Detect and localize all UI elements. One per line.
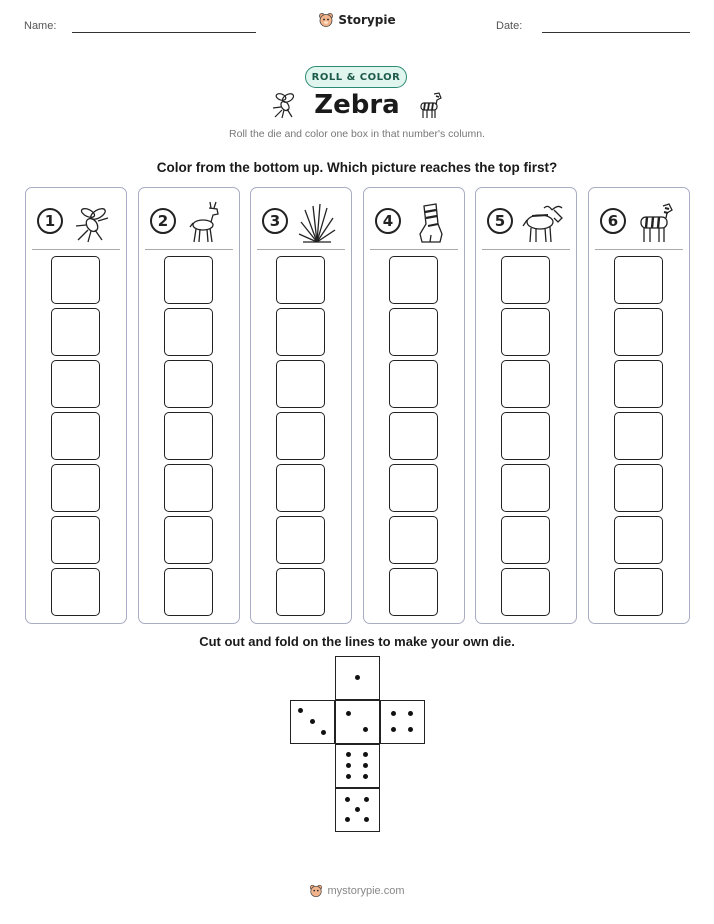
- bear-logo-icon: [309, 884, 323, 898]
- color-box[interactable]: [614, 464, 663, 512]
- color-box[interactable]: [276, 516, 325, 564]
- color-box[interactable]: [389, 412, 438, 460]
- brand-name: Storypie: [338, 13, 396, 27]
- die-pip: [345, 817, 350, 822]
- die-pip: [408, 711, 413, 716]
- column-6: [588, 187, 690, 624]
- footer: [0, 884, 714, 898]
- die-pip: [363, 774, 368, 779]
- color-box[interactable]: [164, 308, 213, 356]
- color-box[interactable]: [501, 360, 550, 408]
- color-box[interactable]: [501, 568, 550, 616]
- die-face-3: [290, 700, 335, 744]
- color-box[interactable]: [389, 464, 438, 512]
- column-header: [370, 200, 458, 250]
- subtitle: Roll the die and color one box in that number's column.: [229, 128, 485, 140]
- category-badge: ROLL & COLOR: [305, 66, 407, 88]
- die-pip: [298, 708, 303, 713]
- color-box[interactable]: [501, 412, 550, 460]
- die-face-6: [335, 744, 380, 788]
- column-5: [475, 187, 577, 624]
- column-number: 3: [262, 208, 288, 234]
- column-header: [482, 200, 570, 250]
- die-pip: [391, 711, 396, 716]
- color-box[interactable]: [276, 464, 325, 512]
- cut-instruction: Cut out and fold on the lines to make your own die.: [199, 634, 515, 649]
- column-4: [363, 187, 465, 624]
- die-pip: [346, 711, 351, 716]
- die-face-2: [335, 700, 380, 744]
- date-line[interactable]: [542, 32, 690, 33]
- color-box[interactable]: [614, 308, 663, 356]
- bear-logo-icon: [318, 12, 334, 28]
- die-pip: [364, 817, 369, 822]
- die-face-1: [335, 656, 380, 700]
- color-box[interactable]: [51, 464, 100, 512]
- column-number: 4: [375, 208, 401, 234]
- color-box[interactable]: [501, 516, 550, 564]
- color-box[interactable]: [614, 360, 663, 408]
- color-box[interactable]: [614, 256, 663, 304]
- die-pip: [346, 774, 351, 779]
- column-header: [145, 200, 233, 250]
- color-box[interactable]: [51, 360, 100, 408]
- column-number: 1: [37, 208, 63, 234]
- die-pip: [346, 763, 351, 768]
- color-box[interactable]: [164, 516, 213, 564]
- color-box[interactable]: [276, 256, 325, 304]
- column-number: 5: [487, 208, 513, 234]
- color-box[interactable]: [389, 308, 438, 356]
- die-pip: [408, 727, 413, 732]
- column-number: 2: [150, 208, 176, 234]
- mosquito-icon: [270, 90, 300, 120]
- color-box[interactable]: [51, 568, 100, 616]
- color-box[interactable]: [614, 516, 663, 564]
- color-box[interactable]: [389, 360, 438, 408]
- column-3: [250, 187, 352, 624]
- die-pip: [363, 727, 368, 732]
- wildebeest-icon: [518, 200, 566, 244]
- color-box[interactable]: [276, 568, 325, 616]
- die-pip: [363, 752, 368, 757]
- hoof-icon: [406, 200, 454, 244]
- title-row: [0, 90, 714, 120]
- grass-icon: [293, 200, 341, 244]
- name-line[interactable]: [72, 32, 256, 33]
- column-1: [25, 187, 127, 624]
- die-pip: [391, 727, 396, 732]
- footer-url: mystorypie.com: [327, 885, 405, 897]
- color-box[interactable]: [164, 412, 213, 460]
- die-face-4: [380, 700, 425, 744]
- page-title: Zebra: [314, 90, 400, 120]
- name-label: Name:: [24, 20, 57, 32]
- die-pip: [355, 675, 360, 680]
- die-pip: [363, 763, 368, 768]
- color-box[interactable]: [501, 308, 550, 356]
- color-box[interactable]: [51, 412, 100, 460]
- color-box[interactable]: [389, 568, 438, 616]
- color-box[interactable]: [164, 360, 213, 408]
- die-pip: [321, 730, 326, 735]
- zebra-icon: [631, 200, 679, 244]
- color-box[interactable]: [164, 256, 213, 304]
- color-box[interactable]: [614, 568, 663, 616]
- die-pip: [310, 719, 315, 724]
- color-box[interactable]: [501, 256, 550, 304]
- die-pip: [346, 752, 351, 757]
- column-header: [32, 200, 120, 250]
- color-box[interactable]: [276, 308, 325, 356]
- column-header: [257, 200, 345, 250]
- color-box[interactable]: [389, 256, 438, 304]
- color-box[interactable]: [276, 360, 325, 408]
- instruction: Color from the bottom up. Which picture reaches the top first?: [156, 160, 558, 175]
- gazelle-icon: [181, 200, 229, 244]
- color-box[interactable]: [51, 516, 100, 564]
- color-box[interactable]: [501, 464, 550, 512]
- die-pip: [355, 807, 360, 812]
- mosquito-icon: [68, 200, 116, 244]
- zebra-icon: [414, 90, 444, 120]
- column-2: [138, 187, 240, 624]
- date-label: Date:: [496, 20, 523, 32]
- color-box[interactable]: [51, 256, 100, 304]
- die-pip: [364, 797, 369, 802]
- column-header: [595, 200, 683, 250]
- column-number: 6: [600, 208, 626, 234]
- color-box[interactable]: [389, 516, 438, 564]
- die-face-5: [335, 788, 380, 832]
- color-box[interactable]: [276, 412, 325, 460]
- color-box[interactable]: [614, 412, 663, 460]
- brand-logo: [0, 12, 714, 28]
- color-box[interactable]: [164, 464, 213, 512]
- die-pip: [345, 797, 350, 802]
- color-box[interactable]: [164, 568, 213, 616]
- color-box[interactable]: [51, 308, 100, 356]
